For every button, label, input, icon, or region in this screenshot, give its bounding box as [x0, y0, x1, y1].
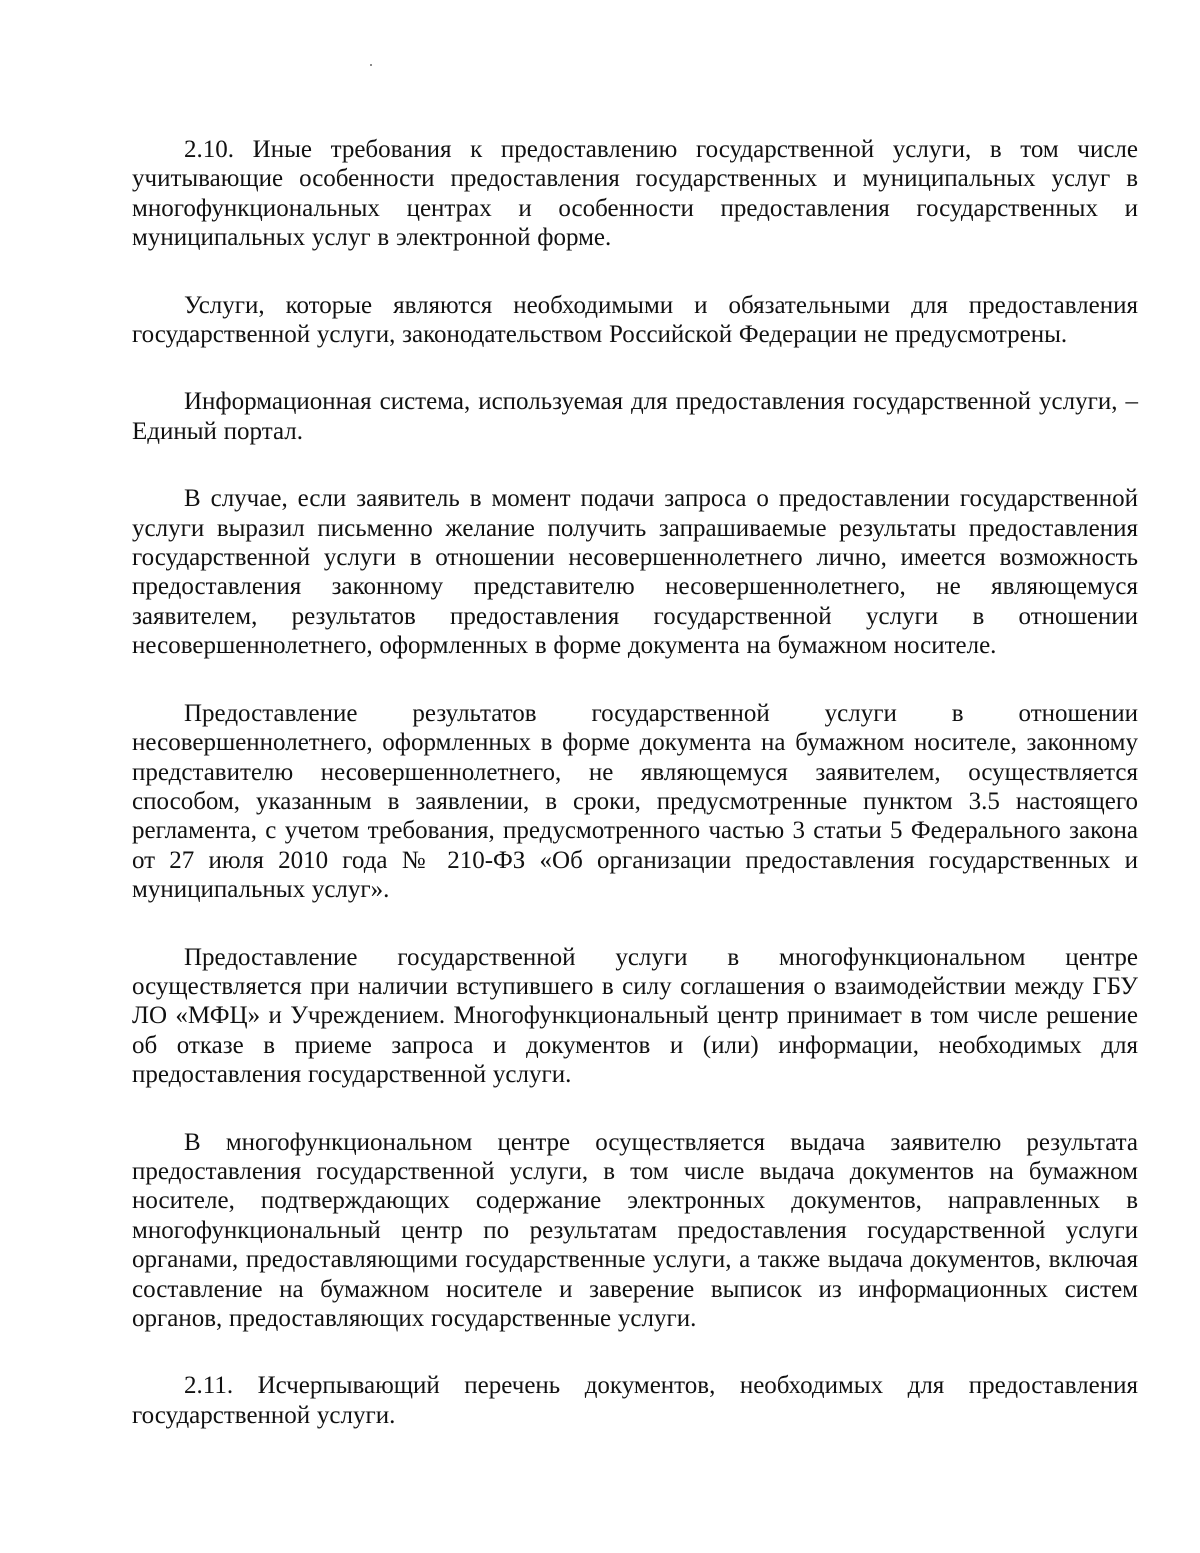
paragraph-mfc-agreement: Предоставление государственной услуги в многофункциональном центре осуществляется при наличии вступившего в силу соглашения о взаимодействии между ГБУ ЛО «МФЦ» и Учреждением. Многофункциональный центр принимает в том числе решение об отказе в приеме запроса и документов и (или) информации, необходимых для предоставления государственной услуги.	[132, 943, 1138, 1089]
paragraph-required-services: Услуги, которые являются необходимыми и обязательными для предоставления государственной услуги, законодательством Российской Федерации не предусмотрены.	[132, 291, 1138, 349]
section-2-11-heading: 2.11. Исчерпывающий перечень документов, необходимых для предоставления государственной услуги.	[132, 1372, 1138, 1429]
paragraph-information-system: Информационная система, используемая для предоставления государственной услуги, – Единый портал.	[132, 388, 1138, 445]
section-2-10-heading: 2.10. Иные требования к предоставлению государственной услуги, в том числе учитывающие особенности предоставления государственных и муниципальных услуг в многофункциональных центрах и особенности предоставления государственных и муниципальных услуг в электронной форме.	[132, 136, 1138, 252]
paragraph-mfc-issuance: В многофункциональном центре осуществляется выдача заявителю результата предоставления государственной услуги, в том числе выдача документов на бумажном носителе, подтверждающих содержание электронных документов, направленных в многофункциональный центр по результатам предоставления государственной услуги органами, предоставляющими государственные услуги, а также выдача документов, включая составление на бумажном носителе и заверение выписок из информационных систем органов, предоставляющих государственные услуги.	[132, 1128, 1138, 1332]
paragraph-minor-results: В случае, если заявитель в момент подачи запроса о предоставлении государственной услуги выразил письменно желание получить запрашиваемые результаты предоставления государственной услуги в отношении несовершеннолетнего лично, имеется возможность предоставления законному представителю несовершеннолетнего, не являющемуся заявителем, результатов предоставления государственной услуги в отношении несовершеннолетнего, оформленных в форме документа на бумажном носителе.	[132, 485, 1138, 660]
document-body	[132, 135, 1138, 1430]
scan-speck	[370, 64, 372, 66]
paragraph-results-delivery: Предоставление результатов государственной услуги в отношении несовершеннолетнего, оформленных в форме документа на бумажном носителе, законному представителю несовершеннолетнего, не являющемуся заявителем, осуществляется способом, указанным в заявлении, в сроки, предусмотренные пунктом 3.5 настоящего регламента, с учетом требования, предусмотренного частью 3 статьи 5 Федерального закона от 27 июля 2010 года № 210-ФЗ «Об организации предоставления государственных и муниципальных услуг».	[132, 699, 1138, 904]
